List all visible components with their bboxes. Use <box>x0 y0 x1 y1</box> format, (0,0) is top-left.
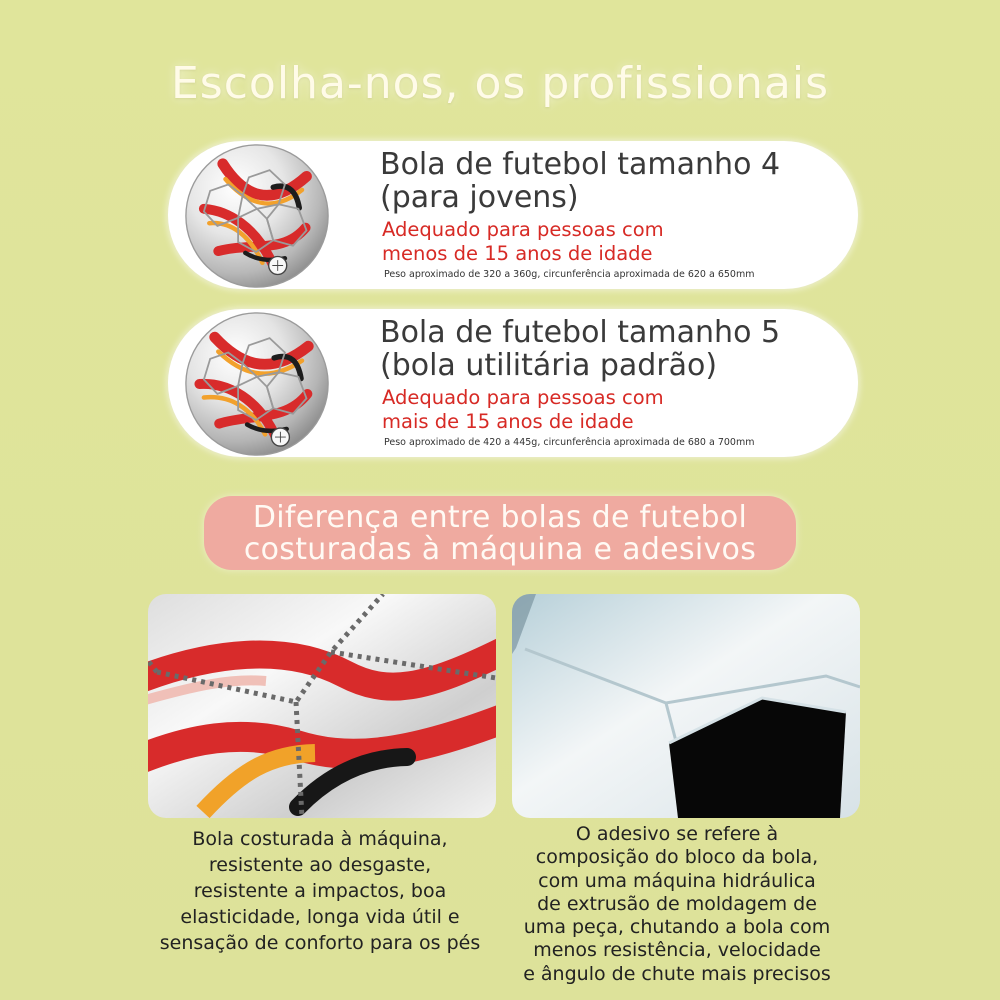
soccer-ball-icon <box>176 303 338 465</box>
headline: Escolha-nos, os profissionais <box>171 58 829 109</box>
comparison-heading-banner <box>204 496 796 570</box>
soccer-ball-image <box>176 303 338 465</box>
adhesive-ball-photo <box>512 594 860 818</box>
comparison-heading-line-2: costuradas à máquina e adesivos <box>243 532 757 567</box>
machine-stitched-ball-photo <box>148 594 496 818</box>
product-subtitle-line-1: Adequado para pessoas com <box>382 386 664 409</box>
product-note: Peso aproximado de 420 a 445g, circunferência aproximada de 680 a 700mm <box>384 437 755 448</box>
product-title <box>380 316 850 382</box>
product-title-line-1: Bola de futebol tamanho 4 <box>380 147 781 182</box>
product-subtitle <box>382 386 812 434</box>
adhesive-ball-closeup-icon <box>512 594 860 818</box>
product-subtitle-line-2: menos de 15 anos de idade <box>382 242 653 265</box>
stitched-ball-closeup-icon <box>148 594 496 818</box>
product-card-size-4 <box>168 141 858 289</box>
product-title-line-2: (bola utilitária padrão) <box>380 348 718 383</box>
product-title <box>380 148 850 214</box>
adhesive-caption: O adesivo se refere à composição do bloco da bola, com uma máquina hidráulica de extrusão de moldagem de uma peça, chutando a bola com menos resistência, velocidade e ângulo de chute mais precisos <box>523 823 831 985</box>
product-title-line-1: Bola de futebol tamanho 5 <box>380 315 781 350</box>
soccer-ball-image <box>176 135 338 297</box>
machine-stitched-caption: Bola costurada à máquina, resistente ao desgaste, resistente a impactos, boa elasticidade, longa vida útil e sensação de conforto para os pés <box>159 828 481 954</box>
product-title-line-2: (para jovens) <box>380 180 579 215</box>
product-subtitle-line-1: Adequado para pessoas com <box>382 218 664 241</box>
comparison-heading-line-1: Diferença entre bolas de futebol <box>252 500 748 535</box>
product-subtitle <box>382 218 812 266</box>
product-card-size-5 <box>168 309 858 457</box>
soccer-ball-icon <box>176 135 338 297</box>
product-subtitle-line-2: mais de 15 anos de idade <box>382 410 634 433</box>
product-note: Peso aproximado de 320 a 360g, circunferência aproximada de 620 a 650mm <box>384 269 755 280</box>
comparison-heading <box>204 502 796 566</box>
